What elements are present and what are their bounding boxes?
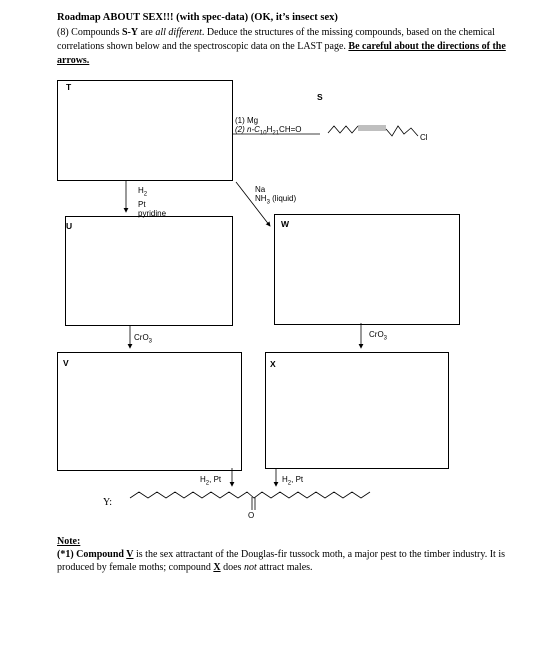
chlorine-label: Cl — [420, 133, 428, 142]
structure-y-chain — [130, 492, 370, 498]
reagent-u-to-v: CrO$_3$ — [134, 333, 153, 345]
structure-s-chain-left — [328, 126, 358, 133]
reagent-x-to-y: $H_2$, Pt — [282, 475, 304, 487]
label-V: V — [63, 358, 69, 368]
question-text: (8) Compounds S-Y are all different. Deduce the structures of the missing compounds, based on the chemical correlations shown below and the spectroscopic data on the LAST page. Be careful about the directions of the arrows. — [57, 27, 506, 66]
reagent-s-to-w: Na $NH_3$ (liquid) — [255, 185, 297, 206]
reagent-t-to-s: (1) Mg (2) $n-C_{10}H_{21}CH=O$ — [235, 116, 302, 137]
oxygen-label: O — [248, 511, 255, 520]
structure-s-chain-right — [386, 126, 418, 136]
label-X: X — [270, 359, 276, 369]
note-section — [57, 535, 507, 574]
label-T: T — [66, 82, 72, 92]
label-Y: Y: — [103, 497, 113, 508]
page-title: Roadmap ABOUT SEX!!! (with spec-data) (OK, it’s insect sex) — [57, 12, 338, 23]
note-body: (*1) Compound V is the sex attractant of the Douglas-fir tussock moth, a major pest to the timber industry. It is produced by female moths; compound X does not attract males. — [57, 549, 506, 573]
arrow-s-to-w — [236, 182, 270, 226]
reagent-w-to-x: CrO$_3$ — [369, 330, 388, 342]
label-W: W — [281, 219, 290, 229]
label-S: S — [317, 92, 323, 102]
reagent-t-to-u: $H_2$ Pt pyridine — [138, 186, 167, 218]
note-title: Note: — [57, 536, 81, 547]
label-U: U — [66, 221, 73, 231]
reagent-v-to-y: $H_2$, Pt — [200, 475, 222, 487]
